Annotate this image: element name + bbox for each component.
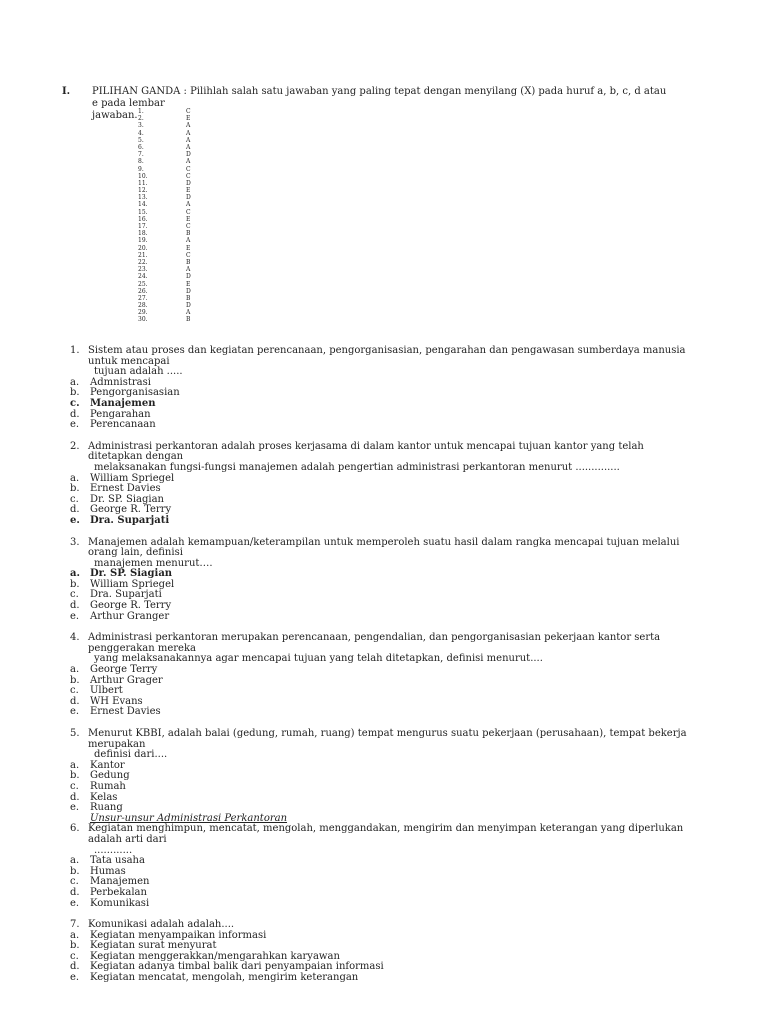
answer-key-row (138, 302, 196, 309)
answer-key-number: 30. (138, 316, 148, 324)
answer-key-number: 8. (138, 158, 144, 166)
option-text: Ruang (90, 802, 123, 814)
answer-key-letter: C (186, 208, 191, 216)
answer-option[interactable] (70, 676, 690, 687)
option-letter: a. (70, 568, 80, 580)
answer-key-letter: A (186, 266, 191, 274)
answer-key-row (138, 295, 196, 302)
answer-key-row (138, 230, 196, 237)
answer-key-row (138, 201, 196, 208)
option-letter: a. (70, 759, 80, 771)
instructions-text: PILIHAN GANDA : Pilihlah salah satu jawaban yang paling tepat dengan menyilang (X) pada huruf a, b, c, d atau e pada lembar (92, 86, 667, 109)
answer-option[interactable] (70, 782, 690, 793)
answer-key-letter: D (186, 302, 191, 310)
answer-key-row (138, 130, 196, 137)
answer-key-letter: A (186, 201, 191, 209)
answer-option[interactable] (70, 761, 690, 772)
answer-key-letter: B (186, 294, 191, 302)
answer-key-list (138, 108, 196, 324)
answer-key-row (138, 266, 196, 273)
question-line (70, 633, 690, 654)
option-letter: c. (70, 589, 79, 601)
option-text: Gedung (90, 770, 130, 782)
option-letter: e. (70, 706, 80, 718)
question-block (70, 824, 690, 909)
question-block (70, 729, 690, 824)
answer-option[interactable] (70, 410, 690, 421)
option-text: Admnistrasi (90, 376, 151, 388)
answer-key-letter: B (186, 230, 191, 238)
answer-option[interactable] (70, 697, 690, 708)
option-text: Humas (90, 865, 126, 877)
question-text: Sistem atau proses dan kegiatan perencanaan, pengorganisasian, pengarahan dan pengawasan sumberdaya manusia untuk mencapai (88, 345, 686, 367)
answer-key-row (138, 288, 196, 295)
answer-key-number: 28. (138, 302, 148, 310)
question-line (70, 729, 690, 750)
question-text-cont: definisi dari.... (94, 749, 168, 761)
answer-key-letter: E (186, 115, 191, 123)
option-text: Dra. Suparjati (90, 589, 162, 601)
option-letter: e. (70, 897, 80, 909)
answer-key-number: 22. (138, 258, 148, 266)
section-number: I. (62, 86, 71, 97)
answer-key-letter: A (186, 143, 191, 151)
answer-key-row (138, 281, 196, 288)
answer-key-number: 11. (138, 179, 148, 187)
option-text: William Spriegel (90, 472, 175, 484)
instructions-text-cont: jawaban. (92, 110, 138, 121)
option-letter: d. (70, 695, 80, 707)
answer-key-letter: C (186, 165, 191, 173)
question-block (70, 346, 690, 431)
question-block (70, 442, 690, 527)
answer-option[interactable] (70, 388, 690, 399)
answer-key-number: 19. (138, 237, 148, 245)
option-text: Kegiatan adanya timbal balik dari penyampaian informasi (90, 961, 384, 973)
answer-key-letter: E (186, 187, 191, 195)
option-text: Kelas (90, 791, 118, 803)
answer-key-letter: D (186, 273, 191, 281)
option-text: Komunikasi (90, 897, 150, 909)
option-text: Kegiatan menyampaikan informasi (90, 929, 267, 941)
answer-key-row (138, 223, 196, 230)
answer-key-letter: D (186, 287, 191, 295)
answer-key-number: 3. (138, 122, 144, 130)
answer-key-row (138, 144, 196, 151)
answer-key-row (138, 194, 196, 201)
answer-key-letter: D (186, 179, 191, 187)
answer-option[interactable] (70, 612, 690, 623)
answer-key-number: 29. (138, 309, 148, 317)
answer-key-number: 18. (138, 230, 148, 238)
answer-key-letter: D (186, 194, 191, 202)
option-letter: b. (70, 770, 80, 782)
option-letter: d. (70, 791, 80, 803)
option-text: Pengarahan (90, 408, 151, 420)
answer-key-row (138, 108, 196, 115)
question-text: Kegiatan menghimpun, mencatat, mengolah, menggandakan, mengirim dan menyimpan keterangan yang diperlukan adalah arti dari (88, 823, 684, 845)
answer-key-number: 24. (138, 273, 148, 281)
answer-key-row (138, 259, 196, 266)
option-text: George Terry (90, 664, 158, 676)
answer-option[interactable] (70, 580, 690, 591)
answer-key-number: 16. (138, 215, 148, 223)
option-letter: e. (70, 610, 80, 622)
answer-key-letter: A (186, 136, 191, 144)
answer-key-letter: C (186, 251, 191, 259)
answer-key-number: 27. (138, 294, 148, 302)
question-number: 7. (70, 919, 80, 931)
option-letter: c. (70, 397, 80, 409)
option-letter: b. (70, 387, 80, 399)
answer-key-row (138, 316, 196, 323)
answer-key-number: 9. (138, 165, 144, 173)
option-text: Pengorganisasian (90, 387, 180, 399)
option-letter: b. (70, 578, 80, 590)
answer-key-row (138, 122, 196, 129)
question-number: 4. (70, 632, 80, 644)
answer-option[interactable] (70, 516, 690, 527)
answer-key-number: 1. (138, 108, 144, 115)
answer-key-row (138, 166, 196, 173)
question-block (70, 538, 690, 623)
answer-option[interactable] (70, 665, 690, 676)
answer-option[interactable] (70, 793, 690, 804)
option-text: Kegiatan mencatat, mengolah, mengirim keterangan (90, 972, 359, 984)
answer-key-number: 13. (138, 194, 148, 202)
answer-key-letter: A (186, 309, 191, 317)
answer-option[interactable] (70, 399, 690, 410)
answer-key-row (138, 216, 196, 223)
answer-key-row (138, 309, 196, 316)
answer-key-row (138, 209, 196, 216)
answer-option[interactable] (70, 973, 690, 984)
answer-key-letter: C (186, 223, 191, 230)
question-line (70, 442, 690, 463)
answer-option[interactable] (70, 686, 690, 697)
option-letter: e. (70, 802, 80, 814)
question-text-cont: yang melaksanakannya agar mencapai tujuan yang telah ditetapkan, definisi menurut.... (94, 653, 543, 665)
option-text: Dra. Suparjati (90, 514, 170, 526)
option-letter: a. (70, 376, 80, 388)
answer-key-row (138, 245, 196, 252)
question-text: Menurut KBBI, adalah balai (gedung, rumah, ruang) tempat mengurus suatu pekerjaan (perusahaan), tempat bekerja merupakan (88, 728, 687, 750)
option-text: Rumah (90, 780, 126, 792)
answer-key-row (138, 252, 196, 259)
option-text: Kegiatan surat menyurat (90, 940, 217, 952)
answer-key-row (138, 237, 196, 244)
question-line (70, 346, 690, 367)
option-letter: b. (70, 865, 80, 877)
option-letter: c. (70, 780, 79, 792)
answer-key-row (138, 158, 196, 165)
answer-key-row (138, 273, 196, 280)
question-block (70, 633, 690, 718)
answer-key-number: 15. (138, 208, 148, 216)
answer-key-number: 10. (138, 172, 148, 180)
option-letter: e. (70, 972, 80, 984)
question-text: Administrasi perkantoran merupakan perencanaan, pengendalian, dan pengorganisasian pekerjaan kantor serta penggerakan mereka (88, 632, 661, 654)
option-text: George R. Terry (90, 600, 172, 612)
option-letter: d. (70, 961, 80, 973)
answer-key-letter: D (186, 151, 191, 159)
answer-key-number: 25. (138, 280, 148, 288)
option-text: Manajemen (90, 876, 150, 888)
question-text-cont: ............ (94, 844, 133, 856)
option-text: Tata usaha (90, 855, 145, 867)
option-letter: d. (70, 504, 80, 516)
option-letter: b. (70, 940, 80, 952)
answer-key-row (138, 115, 196, 122)
option-text: Dr. SP. Siagian (90, 568, 173, 580)
option-text: Dr. SP. Siagian (90, 493, 164, 505)
question-number: 2. (70, 440, 80, 452)
answer-key-number: 26. (138, 287, 148, 295)
option-letter: c. (70, 493, 79, 505)
option-letter: a. (70, 855, 80, 867)
answer-option[interactable] (70, 856, 690, 867)
answer-key-number: 7. (138, 151, 144, 159)
option-letter: e. (70, 419, 80, 431)
question-text-cont: tujuan adalah ..... (94, 366, 183, 378)
answer-key-letter: B (186, 316, 191, 324)
option-letter: a. (70, 929, 80, 941)
question-text: Manajemen adalah kemampuan/keterampilan untuk memperoleh suatu hasil dalam rangka mencapai tujuan melalui orang lain, definisi (88, 536, 680, 559)
option-text: Ernest Davies (90, 483, 161, 495)
answer-key-letter: E (186, 215, 191, 223)
answer-key-row (138, 151, 196, 158)
answer-option[interactable] (70, 899, 690, 910)
answer-option[interactable] (70, 420, 690, 431)
question-text-cont: melaksanakan fungsi-fungsi manajemen adalah pengertian administrasi perkantoran menurut .............. (94, 461, 620, 473)
question-number: 5. (70, 728, 80, 739)
answer-option[interactable] (70, 877, 690, 888)
answer-key-letter: C (186, 172, 191, 180)
answer-option[interactable] (70, 867, 690, 878)
option-letter: d. (70, 600, 80, 612)
answer-key-letter: E (186, 280, 191, 288)
option-text: George R. Terry (90, 504, 172, 516)
answer-option[interactable] (70, 888, 690, 899)
answer-key-letter: A (186, 237, 191, 245)
option-text: Ulbert (90, 685, 123, 697)
question-text: Komunikasi adalah adalah.... (88, 919, 235, 931)
sub-heading: Unsur-unsur Administrasi Perkantoran (90, 812, 288, 824)
answer-key-letter: A (186, 158, 191, 166)
option-letter: b. (70, 483, 80, 495)
answer-key-row (138, 187, 196, 194)
question-text-cont: manajemen menurut…. (94, 557, 213, 569)
option-letter: c. (70, 876, 79, 888)
answer-key-number: 4. (138, 129, 144, 137)
answer-key-number: 6. (138, 143, 144, 151)
option-letter: a. (70, 664, 80, 676)
answer-option[interactable] (70, 771, 690, 782)
option-letter: d. (70, 886, 80, 898)
answer-key-number: 23. (138, 266, 148, 274)
answer-key-number: 17. (138, 223, 148, 230)
answer-key-number: 20. (138, 244, 148, 252)
option-text: WH Evans (90, 695, 143, 707)
option-letter: d. (70, 408, 80, 420)
question-number: 3. (70, 536, 80, 548)
answer-key-letter: C (186, 108, 191, 115)
question-text: Administrasi perkantoran adalah proses kerjasama di dalam kantor untuk mencapai tujuan kantor yang telah ditetapkan dengan (88, 440, 644, 463)
answer-option[interactable] (70, 474, 690, 485)
question-number: 6. (70, 823, 80, 835)
answer-key-number: 2. (138, 115, 144, 123)
option-text: Perencanaan (90, 419, 156, 431)
question-line (70, 538, 690, 559)
answer-key-row (138, 173, 196, 180)
option-text: Arthur Granger (90, 610, 170, 622)
answer-key-number: 14. (138, 201, 148, 209)
option-text: Ernest Davies (90, 706, 161, 718)
answer-key-letter: A (186, 129, 191, 137)
answer-key-letter: E (186, 244, 191, 252)
option-text: Arthur Grager (90, 674, 163, 686)
answer-key-row (138, 137, 196, 144)
option-text: William Spriegel (90, 578, 175, 590)
option-letter: e. (70, 514, 80, 526)
answer-key-letter: B (186, 258, 191, 266)
option-text: Perbekalan (90, 886, 147, 898)
question-number: 1. (70, 345, 80, 356)
answer-option[interactable] (70, 707, 690, 718)
option-letter: a. (70, 472, 80, 484)
answer-key-letter: A (186, 122, 191, 130)
option-letter: b. (70, 674, 80, 686)
option-text: Manajemen (90, 397, 156, 409)
answer-key-number: 12. (138, 187, 148, 195)
option-letter: c. (70, 950, 79, 962)
question-list (70, 346, 690, 995)
question-block (70, 920, 690, 984)
answer-key-number: 21. (138, 251, 148, 259)
question-line (70, 824, 690, 845)
option-letter: c. (70, 685, 79, 697)
option-text: Kegiatan menggerakkan/mengarahkan karyawan (90, 950, 340, 962)
option-text: Kantor (90, 759, 125, 771)
answer-key-number: 5. (138, 136, 144, 144)
answer-key-row (138, 180, 196, 187)
